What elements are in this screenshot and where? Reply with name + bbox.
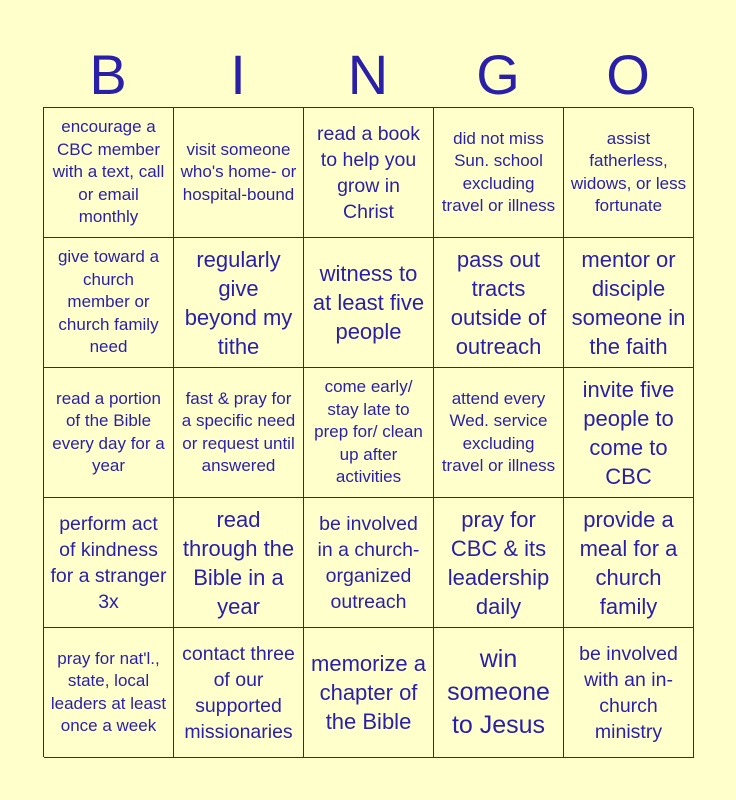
cell-text: be involved with an in-church ministry <box>579 642 678 743</box>
cell-text: witness to at least five people <box>312 261 425 344</box>
bingo-cell[interactable] <box>304 368 434 498</box>
cell-text: read a book to help you grow in Christ <box>317 122 420 223</box>
header-letter-i: I <box>230 43 246 106</box>
bingo-cell[interactable] <box>304 628 434 758</box>
cell-text: fast & pray for a specific need or request until answered <box>181 388 296 475</box>
cell-text: encourage a CBC member with a text, call or email monthly <box>52 117 165 227</box>
cell-text: be involved in a church-organized outreach <box>317 512 420 613</box>
cell-text: pass out tracts outside of outreach <box>450 246 547 359</box>
bingo-cell[interactable] <box>434 238 564 368</box>
bingo-cell[interactable] <box>304 238 434 368</box>
bingo-cell[interactable] <box>304 498 434 628</box>
bingo-cell[interactable] <box>174 238 304 368</box>
bingo-cell[interactable] <box>564 368 694 498</box>
cell-text: invite five people to come to CBC <box>582 376 675 489</box>
cell-text: contact three of our supported missionaries <box>182 642 295 743</box>
cell-text: did not miss Sun. school excluding travel or illness <box>441 128 556 215</box>
bingo-cell[interactable] <box>44 368 174 498</box>
cell-text: come early/ stay late to prep for/ clean up after activities <box>314 377 423 487</box>
cell-text: mentor or disciple someone in the faith <box>571 246 686 359</box>
header-letter-n: N <box>347 43 389 106</box>
cell-text: visit someone who's home- or hospital-bound <box>180 139 297 204</box>
bingo-cell[interactable] <box>304 108 434 238</box>
bingo-cell[interactable] <box>44 108 174 238</box>
cell-text: memorize a chapter of the Bible <box>311 651 426 734</box>
bingo-cell[interactable] <box>44 238 174 368</box>
bingo-cell[interactable] <box>434 628 564 758</box>
bingo-cell[interactable] <box>174 628 304 758</box>
bingo-cell[interactable] <box>174 368 304 498</box>
cell-text: perform act of kindness for a stranger 3x <box>50 512 167 613</box>
bingo-cell[interactable] <box>174 108 304 238</box>
header-letter-b: B <box>89 43 127 106</box>
cell-text: provide a meal for a church family <box>579 506 678 619</box>
cell-text: read through the Bible in a year <box>182 506 295 619</box>
cell-text: read a portion of the Bible every day for a year <box>52 388 165 475</box>
cell-text: regularly give beyond my tithe <box>184 246 293 359</box>
bingo-cell[interactable] <box>434 108 564 238</box>
bingo-cell[interactable] <box>564 628 694 758</box>
bingo-cell[interactable] <box>434 498 564 628</box>
header-letter-g: G <box>476 43 520 106</box>
bingo-cell[interactable] <box>564 108 694 238</box>
header-letter-o: O <box>606 43 650 106</box>
cell-text: attend every Wed. service excluding travel or illness <box>441 388 556 475</box>
bingo-cell[interactable] <box>174 498 304 628</box>
cell-text: give toward a church member or church family need <box>57 247 160 357</box>
bingo-cell[interactable] <box>564 498 694 628</box>
bingo-cell[interactable] <box>434 368 564 498</box>
cell-text: pray for CBC & its leadership daily <box>447 506 550 619</box>
bingo-cell[interactable] <box>44 498 174 628</box>
cell-text: pray for nat'l., state, local leaders at least once a week <box>50 648 167 735</box>
bingo-cell[interactable] <box>44 628 174 758</box>
bingo-header <box>43 42 693 108</box>
cell-text: assist fatherless, widows, or less fortunate <box>570 128 687 215</box>
cell-text: win someone to Jesus <box>447 645 550 739</box>
bingo-cell[interactable] <box>564 238 694 368</box>
bingo-card-grid <box>43 107 693 757</box>
